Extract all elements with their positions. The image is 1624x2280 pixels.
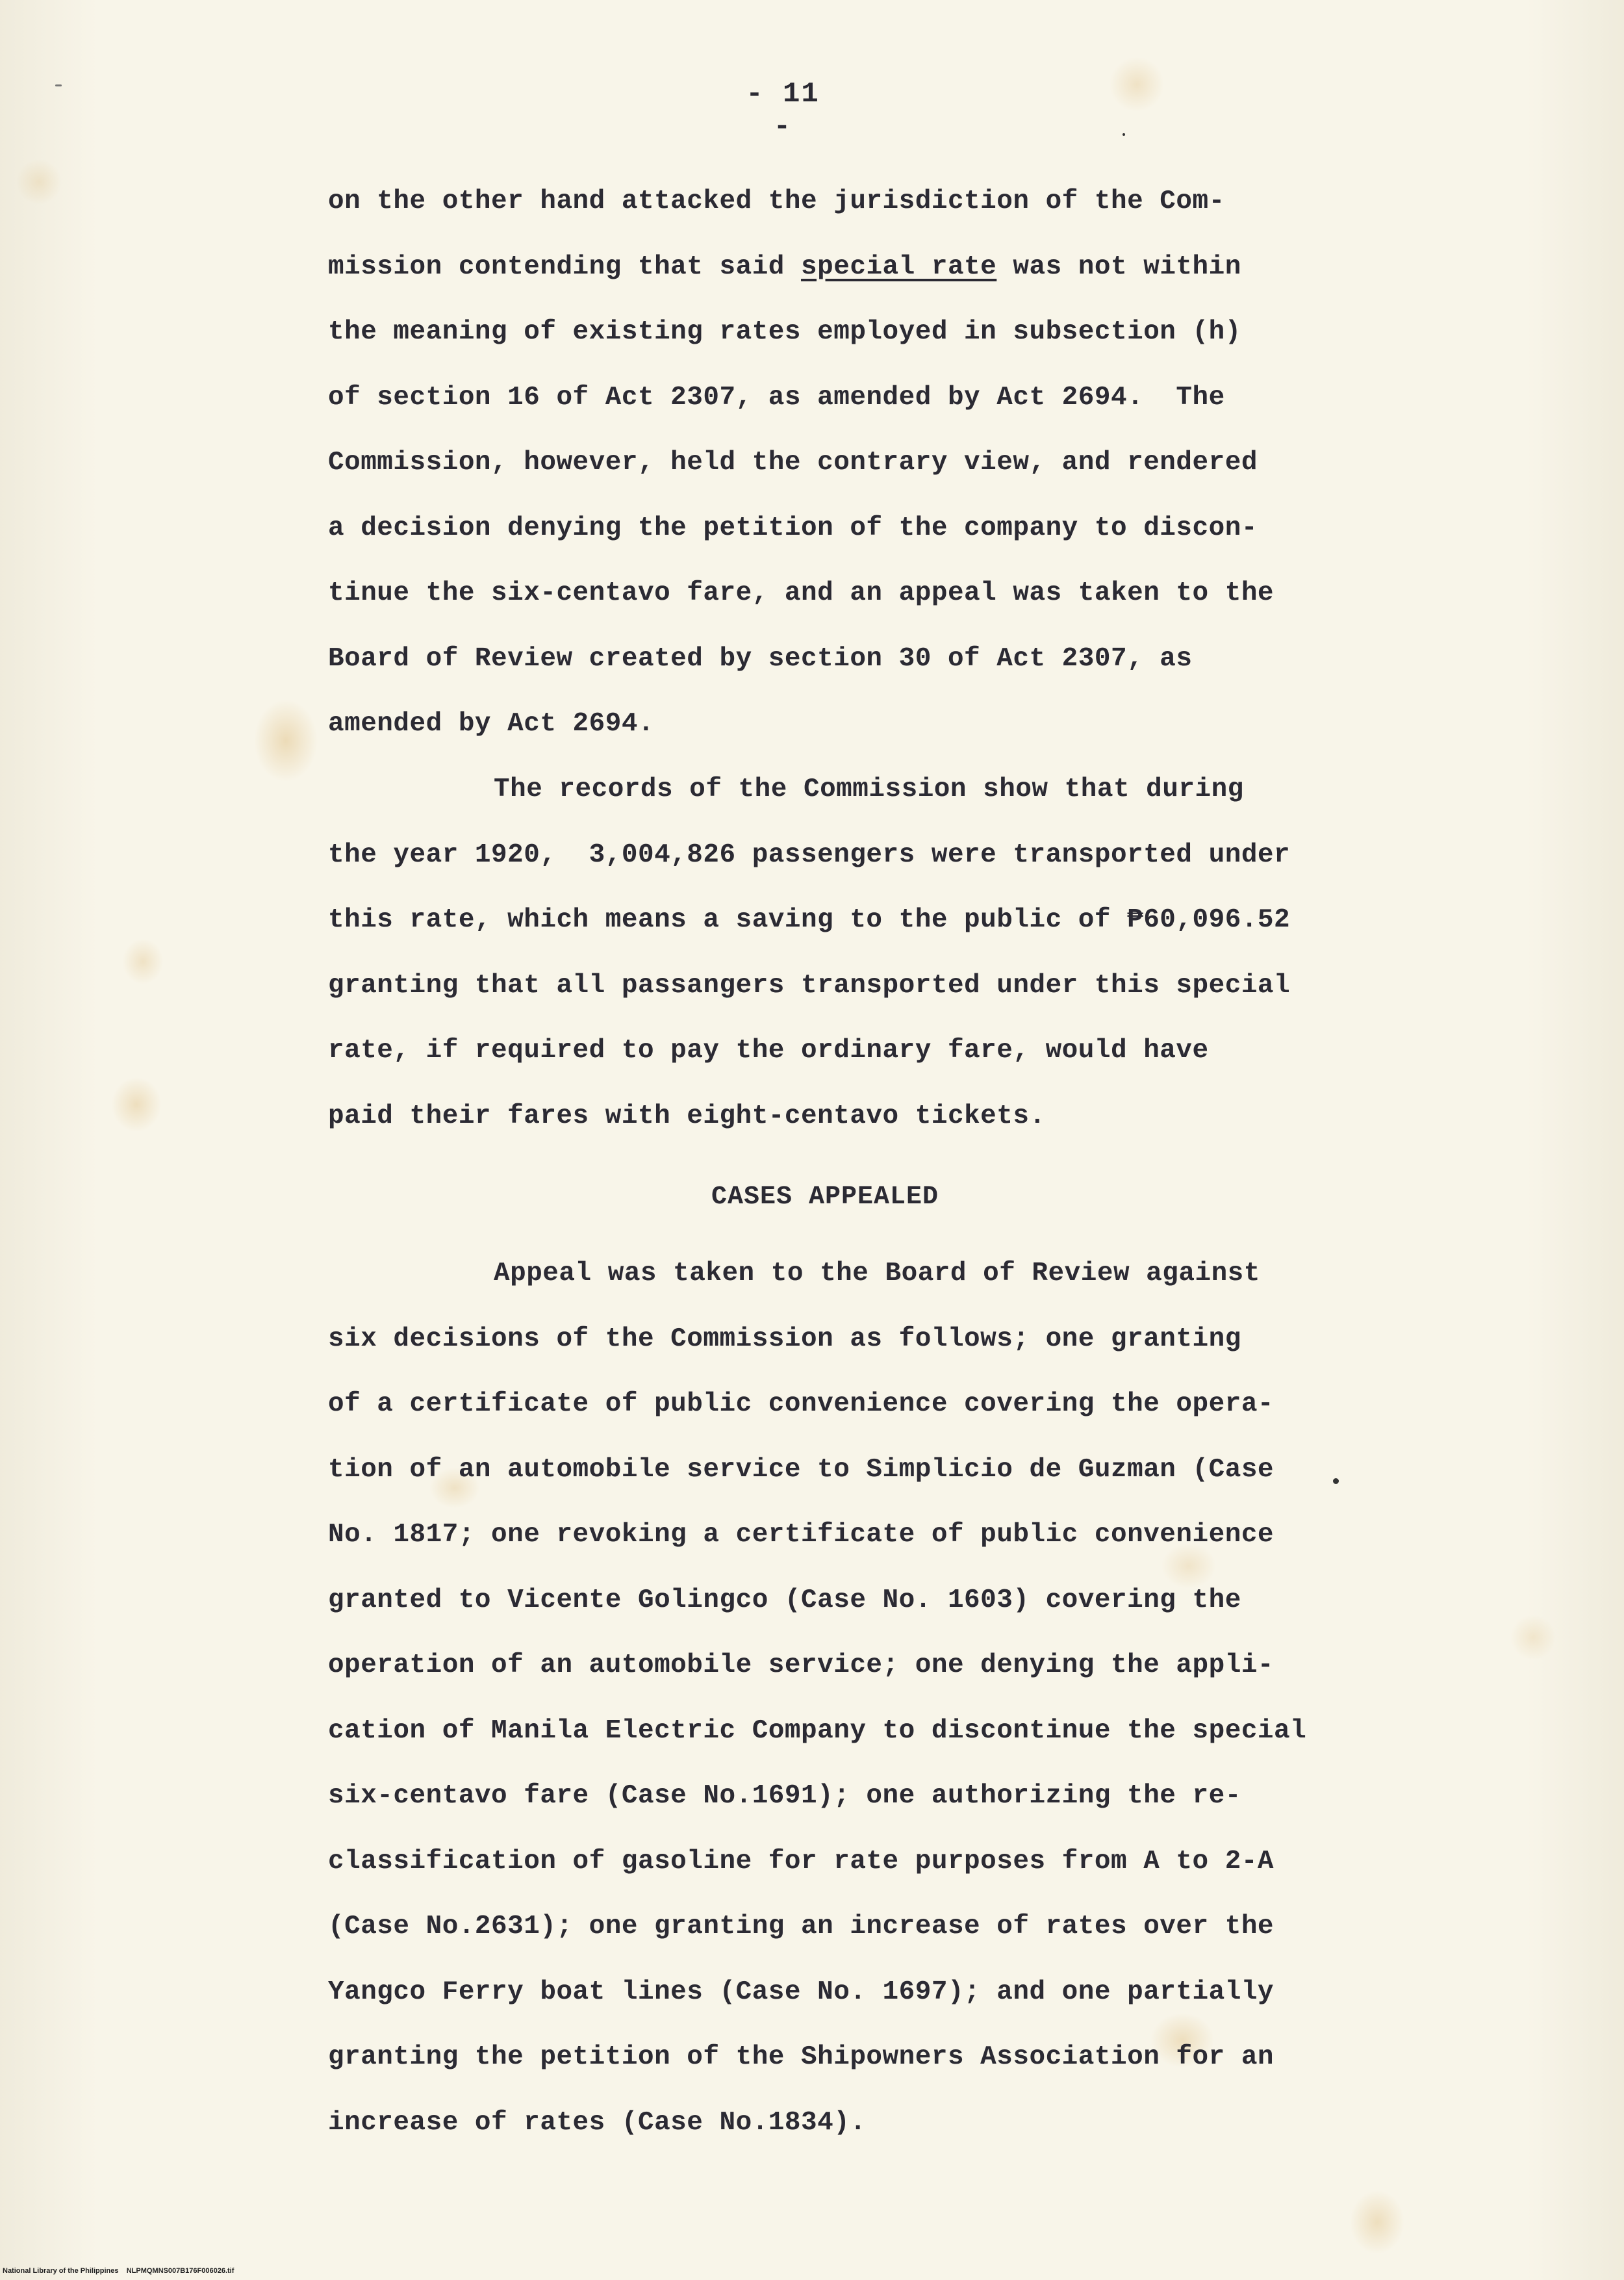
paragraph-1: [328, 169, 1341, 757]
ink-speck: [1333, 1478, 1339, 1484]
footer-file-name: NLPMQMNS007B176F006026.tif: [126, 2267, 235, 2275]
paragraph-3-line-9: six-centavo fare (Case No.1691); one authorizing the re-: [328, 1781, 1241, 1811]
paragraph-2: [328, 757, 1341, 1149]
paragraph-3-line-5: No. 1817; one revoking a certificate of public convenience: [328, 1520, 1275, 1550]
paragraph-3-line-4: tion of an automobile service to Simplicio de Guzman (Case: [328, 1454, 1275, 1485]
paragraph-3-line-2: six decisions of the Commission as follows; one granting: [328, 1324, 1241, 1354]
footer-institution: National Library of the Philippines: [3, 2267, 119, 2275]
ink-speck: [1123, 133, 1125, 136]
paragraph-3-line-7: operation of an automobile service; one denying the appli-: [328, 1650, 1275, 1680]
section-heading-cases-appealed: CASES APPEALED: [711, 1183, 939, 1212]
page-number: - 11 -: [746, 78, 820, 143]
paragraph-2-line-4: granting that all passangers transported under this special: [328, 970, 1291, 1001]
paragraph-1-line-9: amended by Act 2694.: [328, 709, 655, 739]
paragraph-1-line-4: of section 16 of Act 2307, as amended by Act 2694. The: [328, 382, 1225, 413]
paragraph-1-line-3: the meaning of existing rates employed in subsection (h): [328, 317, 1241, 347]
ink-speck: [55, 84, 62, 86]
paragraph-1-line-5: Commission, however, held the contrary view, and rendered: [328, 448, 1258, 478]
paragraph-2-line-1: The records of the Commission show that during: [494, 775, 1244, 804]
paragraph-3: [328, 1241, 1341, 2155]
underlined-phrase-special-rate: special rate: [801, 251, 997, 282]
paragraph-2-line-3: this rate, which means a saving to the public of ₱60,096.52: [328, 905, 1291, 935]
paragraph-3-line-8: cation of Manila Electric Company to discontinue the special: [328, 1715, 1307, 1746]
paragraph-1-line-2-start: mission contending that said: [328, 251, 802, 282]
paragraph-3-line-6: granted to Vicente Golingco (Case No. 1603) covering the: [328, 1585, 1241, 1615]
footer-credit: [3, 2267, 234, 2275]
paragraph-3-line-1: Appeal was taken to the Board of Review against: [494, 1259, 1260, 1288]
paragraph-1-line-8: Board of Review created by section 30 of Act 2307, as: [328, 643, 1193, 674]
paragraph-1-line-6: a decision denying the petition of the company to discon-: [328, 513, 1258, 543]
paragraph-2-line-2: the year 1920, 3,004,826 passengers were transported under: [328, 839, 1291, 870]
paragraph-3-line-11: (Case No.2631); one granting an increase of rates over the: [328, 1912, 1275, 1941]
paragraph-3-line-13: granting the petition of the Shipowners Association for an: [328, 2042, 1275, 2072]
paragraph-3-line-3: of a certificate of public convenience covering the opera-: [328, 1389, 1275, 1419]
paragraph-1-line-2-end: was not within: [996, 251, 1241, 282]
paragraph-3-line-14: increase of rates (Case No.1834).: [328, 2107, 867, 2138]
paragraph-2-line-6: paid their fares with eight-centavo tickets.: [328, 1101, 1046, 1131]
paragraph-1-line-2: [328, 235, 1341, 300]
paragraph-1-line-7: tinue the six-centavo fare, and an appeal was taken to the: [328, 578, 1275, 608]
paragraph-3-line-10: classification of gasoline for rate purposes from A to 2-A: [328, 1846, 1275, 1877]
paragraph-1-line-1: on the other hand attacked the jurisdiction of the Com-: [328, 186, 1225, 216]
paragraph-3-line-12: Yangco Ferry boat lines (Case No. 1697); and one partially: [328, 1977, 1275, 2007]
paragraph-2-line-5: rate, if required to pay the ordinary fare, would have: [328, 1036, 1209, 1066]
